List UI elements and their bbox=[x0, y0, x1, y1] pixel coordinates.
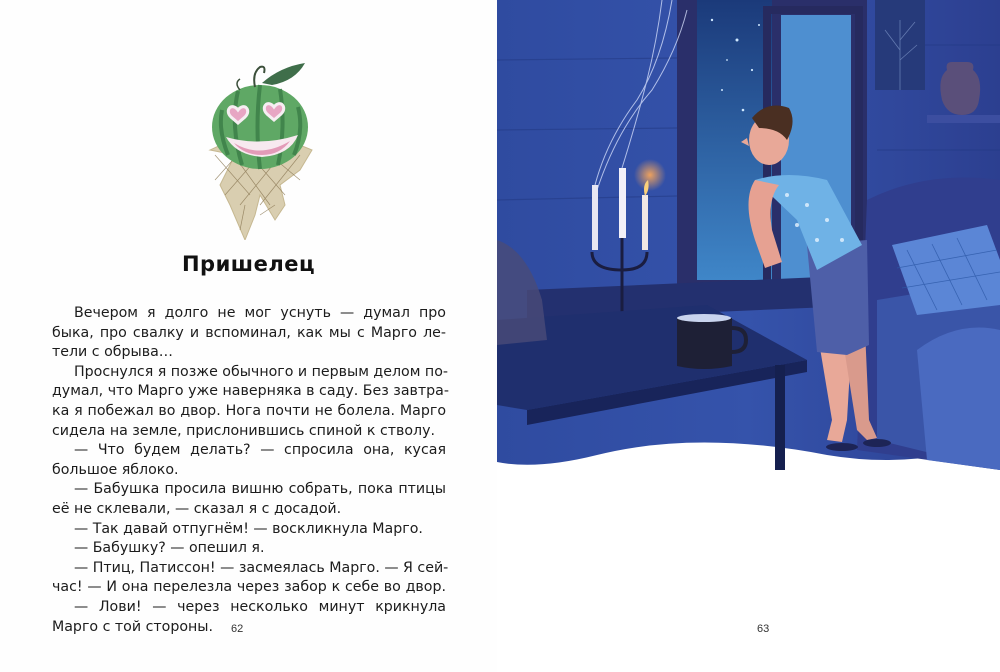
text-line: большое яблоко. bbox=[52, 461, 179, 478]
text-line: час! — И она перелезла через забор к себе во двор. bbox=[52, 579, 446, 596]
text-line: — Так давай отпугнём! — воскликнула Марго. bbox=[74, 520, 423, 537]
text-line: Вечером я долго не мог уснуть — думал про bbox=[74, 305, 446, 321]
text-line: думал, что Марго уже наверняка в саду. Без завтра- bbox=[52, 383, 449, 400]
text-line: Проснулся я позже обычного и первым делом по- bbox=[74, 363, 449, 380]
watermelon-scarecrow-icon bbox=[200, 55, 320, 240]
chapter-title: Пришелец bbox=[181, 252, 316, 276]
left-page bbox=[0, 0, 497, 672]
text-line: ка я побежал во двор. Нога почти не болела. Марго bbox=[52, 402, 446, 419]
night-bedroom-boy-at-window-illustration bbox=[497, 0, 1000, 478]
text-line: — Что будем делать? — спросила она, кусая bbox=[74, 442, 446, 459]
text-line: — Бабушку? — опешил я. bbox=[74, 540, 265, 557]
text-line: быка, про свалку и вспоминал, как мы с Марго ле- bbox=[52, 324, 446, 341]
text-line: — Бабушка просила вишню собрать, пока птицы bbox=[74, 481, 446, 498]
text-line: — Птиц, Патиссон! — засмеялась Марго. — Я сей- bbox=[74, 559, 449, 576]
page-number-left: 62 bbox=[231, 623, 244, 635]
text-line: её не склевали, — сказал я с досадой. bbox=[52, 500, 342, 517]
text-line: тели с обрыва… bbox=[52, 344, 173, 361]
page-number-right: 63 bbox=[757, 623, 770, 635]
text-line: — Лови! — через несколько минут крикнула bbox=[74, 598, 446, 615]
text-line: Марго с той стороны. bbox=[52, 618, 213, 635]
left-page-text bbox=[52, 304, 449, 637]
text-line: сидела на земле, прислонившись спиной к стволу. bbox=[52, 422, 436, 439]
